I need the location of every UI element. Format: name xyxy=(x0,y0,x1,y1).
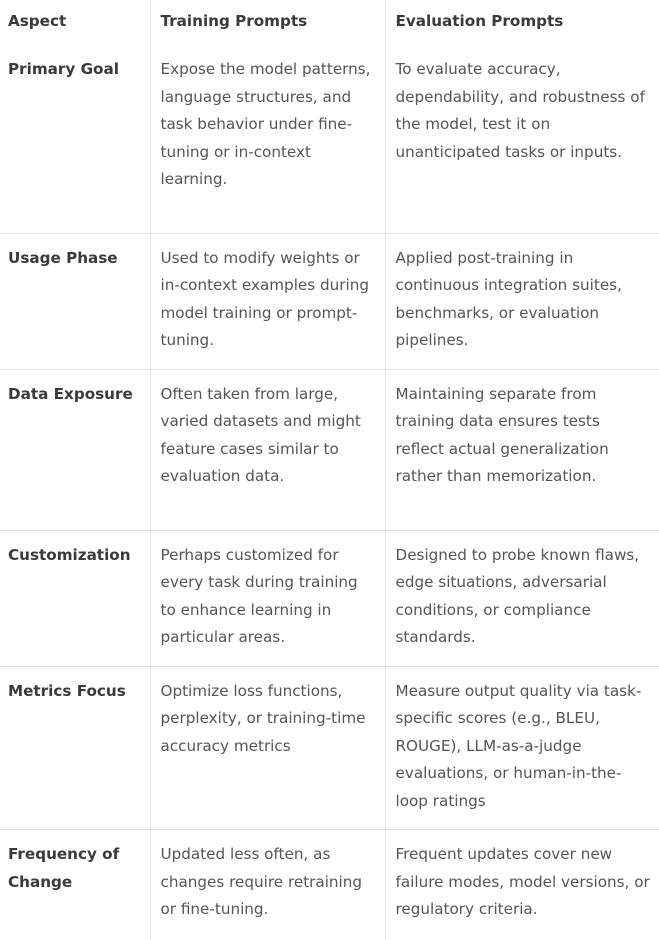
evaluation-cell: To evaluate accuracy, dependability, and robustness of the model, test it on unanticipated tasks or inputs. xyxy=(385,45,659,233)
table-row xyxy=(0,666,659,830)
aspect-cell: Usage Phase xyxy=(0,233,150,369)
evaluation-cell: Applied post-training in continuous integration suites, benchmarks, or evaluation pipelines. xyxy=(385,233,659,369)
aspect-cell: Customization xyxy=(0,530,150,666)
training-cell: Perhaps customized for every task during training to enhance learning in particular areas. xyxy=(150,530,385,666)
header-evaluation-prompts: Evaluation Prompts xyxy=(385,0,659,45)
table-row xyxy=(0,530,659,666)
table-row xyxy=(0,369,659,530)
evaluation-cell: Maintaining separate from training data ensures tests reflect actual generalization rather than memorization. xyxy=(385,369,659,530)
aspect-cell: Primary Goal xyxy=(8,60,119,78)
training-cell: Expose the model patterns, language structures, and task behavior under fine-tuning or in-context learning. xyxy=(150,45,385,233)
table-row xyxy=(0,45,659,233)
aspect-cell: Frequency of Change xyxy=(0,830,150,940)
aspect-cell: Metrics Focus xyxy=(0,666,150,830)
training-cell: Updated less often, as changes require retraining or fine-tuning. xyxy=(150,830,385,940)
training-cell: Optimize loss functions, perplexity, or training-time accuracy metrics xyxy=(150,666,385,830)
evaluation-cell: Designed to probe known flaws, edge situations, adversarial conditions, or compliance standards. xyxy=(385,530,659,666)
evaluation-cell: Measure output quality via task-specific scores (e.g., BLEU, ROUGE), LLM-as-a-judge evaluations, or human-in-the-loop ratings xyxy=(385,666,659,830)
table-row xyxy=(0,830,659,940)
header-training-prompts: Training Prompts xyxy=(150,0,385,45)
training-cell: Used to modify weights or in-context examples during model training or prompt-tuning. xyxy=(150,233,385,369)
table-header-row xyxy=(0,0,659,45)
table-row xyxy=(0,233,659,369)
training-cell: Often taken from large, varied datasets and might feature cases similar to evaluation data. xyxy=(150,369,385,530)
header-aspect: Aspect xyxy=(8,12,67,30)
aspect-cell: Data Exposure xyxy=(0,369,150,530)
evaluation-cell: Frequent updates cover new failure modes, model versions, or regulatory criteria. xyxy=(385,830,659,940)
